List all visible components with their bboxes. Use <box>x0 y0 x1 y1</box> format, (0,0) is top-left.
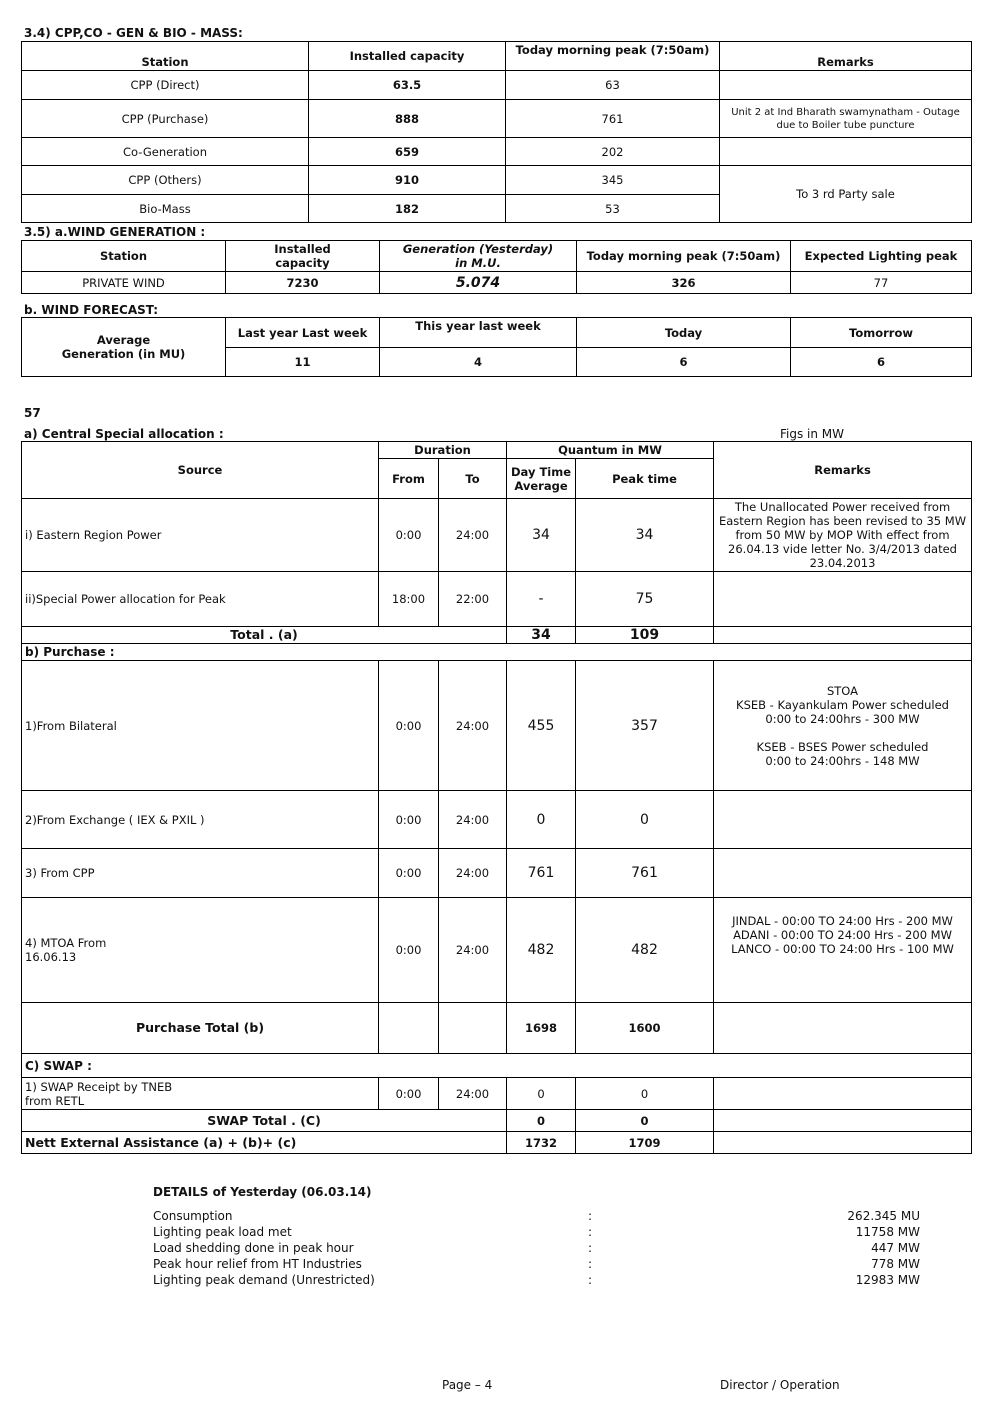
detail-label: Peak hour relief from HT Industries <box>153 1257 362 1271</box>
peak-cell: 53 <box>506 195 720 223</box>
peak-cell: 761 <box>506 100 720 138</box>
forecast-header: Today <box>577 318 791 348</box>
detail-value: 262.345 MU <box>847 1209 920 1223</box>
wind-peak: 326 <box>577 272 791 294</box>
remarks-cell: To 3 rd Party sale <box>720 166 972 223</box>
central-allocation-title: a) Central Special allocation : <box>24 427 224 441</box>
detail-label: Consumption <box>153 1209 233 1223</box>
detail-label: Load shedding done in peak hour <box>153 1241 354 1255</box>
detail-colon: : <box>588 1273 593 1287</box>
peak-cell: 0 <box>576 791 714 849</box>
detail-label: Lighting peak load met <box>153 1225 292 1239</box>
header-from: From <box>379 459 439 499</box>
header-peak: Today morning peak (7:50am) <box>506 42 720 71</box>
purchase-total-day: 1698 <box>507 1003 576 1054</box>
to-cell: 24:00 <box>439 791 507 849</box>
swap-total-peak: 0 <box>576 1110 714 1132</box>
forecast-header: Last year Last week <box>226 318 380 348</box>
total-a-peak: 109 <box>576 627 714 644</box>
to-cell: 24:00 <box>439 898 507 1003</box>
source-cell: 4) MTOA From 16.06.13 <box>22 898 379 1003</box>
wind-lighting: 77 <box>791 272 972 294</box>
remarks-cell <box>714 791 972 849</box>
nett-assistance-day: 1732 <box>507 1132 576 1154</box>
nett-assistance-label: Nett External Assistance (a) + (b)+ (c) <box>22 1132 507 1154</box>
day-cell: 455 <box>507 661 576 791</box>
detail-colon: : <box>588 1225 593 1239</box>
section-number: 57 <box>24 406 41 420</box>
wind-installed: 7230 <box>226 272 380 294</box>
detail-label: Lighting peak demand (Unrestricted) <box>153 1273 375 1287</box>
installed-cell: 63.5 <box>309 71 506 100</box>
peak-cell: 761 <box>576 849 714 898</box>
header-lighting: Expected Lighting peak <box>791 241 972 272</box>
section-3-4-title: 3.4) CPP,CO - GEN & BIO - MASS: <box>24 26 243 40</box>
installed-cell: 182 <box>309 195 506 223</box>
installed-cell: 888 <box>309 100 506 138</box>
installed-cell: 910 <box>309 166 506 195</box>
nett-assistance-peak: 1709 <box>576 1132 714 1154</box>
forecast-header: This year last week <box>380 318 577 348</box>
page-number: Page – 4 <box>442 1378 493 1392</box>
day-cell: - <box>507 572 576 627</box>
source-cell: 1)From Bilateral <box>22 661 379 791</box>
total-a-day: 34 <box>507 627 576 644</box>
detail-colon: : <box>588 1241 593 1255</box>
total-a-label: Total . (a) <box>22 627 507 644</box>
peak-cell: 75 <box>576 572 714 627</box>
wind-generation: 5.074 <box>380 272 577 294</box>
purchase-title: b) Purchase : <box>22 644 972 661</box>
remarks-cell: JINDAL - 00:00 TO 24:00 Hrs - 200 MW ADANI - 00:00 TO 24:00 Hrs - 200 MW LANCO - 00:00 TO 24:00 Hrs - 100 MW <box>714 898 972 1003</box>
peak-cell: 0 <box>576 1078 714 1110</box>
from-cell: 18:00 <box>379 572 439 627</box>
station-cell: CPP (Others) <box>22 166 309 195</box>
cpp-table <box>21 41 972 223</box>
purchase-total-peak: 1600 <box>576 1003 714 1054</box>
day-cell: 34 <box>507 499 576 572</box>
forecast-value: 11 <box>226 348 380 377</box>
remarks-cell <box>720 71 972 100</box>
forecast-row-label: Average Generation (in MU) <box>22 318 226 377</box>
peak-cell: 34 <box>576 499 714 572</box>
forecast-value: 4 <box>380 348 577 377</box>
header-installed: Installed capacity <box>309 42 506 71</box>
header-remarks: Remarks <box>714 442 972 499</box>
remarks-cell <box>720 138 972 166</box>
header-to: To <box>439 459 507 499</box>
station-cell: CPP (Purchase) <box>22 100 309 138</box>
header-source: Source <box>22 442 379 499</box>
detail-value: 447 MW <box>871 1241 920 1255</box>
to-cell: 24:00 <box>439 661 507 791</box>
wind-station: PRIVATE WIND <box>22 272 226 294</box>
signature: Director / Operation <box>720 1378 840 1392</box>
details-title: DETAILS of Yesterday (06.03.14) <box>153 1185 372 1199</box>
forecast-value: 6 <box>791 348 972 377</box>
source-cell: i) Eastern Region Power <box>22 499 379 572</box>
station-cell: Bio-Mass <box>22 195 309 223</box>
day-cell: 482 <box>507 898 576 1003</box>
wind-forecast-title: b. WIND FORECAST: <box>24 303 159 317</box>
peak-cell: 345 <box>506 166 720 195</box>
source-cell: 1) SWAP Receipt by TNEB from RETL <box>22 1078 379 1110</box>
peak-cell: 202 <box>506 138 720 166</box>
station-cell: CPP (Direct) <box>22 71 309 100</box>
figs-note: Figs in MW <box>780 427 845 441</box>
allocation-table <box>21 441 972 1154</box>
detail-value: 778 MW <box>871 1257 920 1271</box>
swap-total-label: SWAP Total . (C) <box>22 1110 507 1132</box>
from-cell: 0:00 <box>379 898 439 1003</box>
remarks-cell <box>714 849 972 898</box>
peak-cell: 482 <box>576 898 714 1003</box>
day-cell: 0 <box>507 791 576 849</box>
from-cell: 0:00 <box>379 1078 439 1110</box>
to-cell: 24:00 <box>439 1078 507 1110</box>
from-cell: 0:00 <box>379 791 439 849</box>
header-duration: Duration <box>379 442 507 459</box>
detail-value: 12983 MW <box>855 1273 920 1287</box>
wind-table <box>21 240 972 294</box>
to-cell: 22:00 <box>439 572 507 627</box>
header-peak-time: Peak time <box>576 459 714 499</box>
header-station: Station <box>22 42 309 71</box>
detail-value: 11758 MW <box>855 1225 920 1239</box>
from-cell: 0:00 <box>379 499 439 572</box>
header-peak: Today morning peak (7:50am) <box>577 241 791 272</box>
source-cell: 2)From Exchange ( IEX & PXIL ) <box>22 791 379 849</box>
header-day-avg: Day Time Average <box>507 459 576 499</box>
swap-title: C) SWAP : <box>22 1054 972 1078</box>
peak-cell: 357 <box>576 661 714 791</box>
remarks-cell <box>714 572 972 627</box>
header-remarks: Remarks <box>720 42 972 71</box>
header-station: Station <box>22 241 226 272</box>
from-cell: 0:00 <box>379 661 439 791</box>
swap-total-day: 0 <box>507 1110 576 1132</box>
source-cell: ii)Special Power allocation for Peak <box>22 572 379 627</box>
forecast-header: Tomorrow <box>791 318 972 348</box>
header-installed: Installed capacity <box>226 241 380 272</box>
forecast-table <box>21 317 972 377</box>
installed-cell: 659 <box>309 138 506 166</box>
peak-cell: 63 <box>506 71 720 100</box>
from-cell: 0:00 <box>379 849 439 898</box>
to-cell: 24:00 <box>439 849 507 898</box>
remarks-cell: The Unallocated Power received from Eastern Region has been revised to 35 MW from 50 MW by MOP With effect from 26.04.13 vide letter No. 3/4/2013 dated 23.04.2013 <box>714 499 972 572</box>
station-cell: Co-Generation <box>22 138 309 166</box>
remarks-cell: Unit 2 at Ind Bharath swamynatham - Outage due to Boiler tube puncture <box>720 100 972 138</box>
day-cell: 0 <box>507 1078 576 1110</box>
detail-colon: : <box>588 1209 593 1223</box>
forecast-value: 6 <box>577 348 791 377</box>
to-cell: 24:00 <box>439 499 507 572</box>
source-cell: 3) From CPP <box>22 849 379 898</box>
header-generation: Generation (Yesterday) in M.U. <box>380 241 577 272</box>
remarks-cell: STOA KSEB - Kayankulam Power scheduled 0:00 to 24:00hrs - 300 MW KSEB - BSES Power scheduled 0:00 to 24:00hrs - 148 MW <box>714 661 972 791</box>
header-quantum: Quantum in MW <box>507 442 714 459</box>
detail-colon: : <box>588 1257 593 1271</box>
purchase-total-label: Purchase Total (b) <box>22 1003 379 1054</box>
section-3-5-title: 3.5) a.WIND GENERATION : <box>24 225 206 239</box>
day-cell: 761 <box>507 849 576 898</box>
